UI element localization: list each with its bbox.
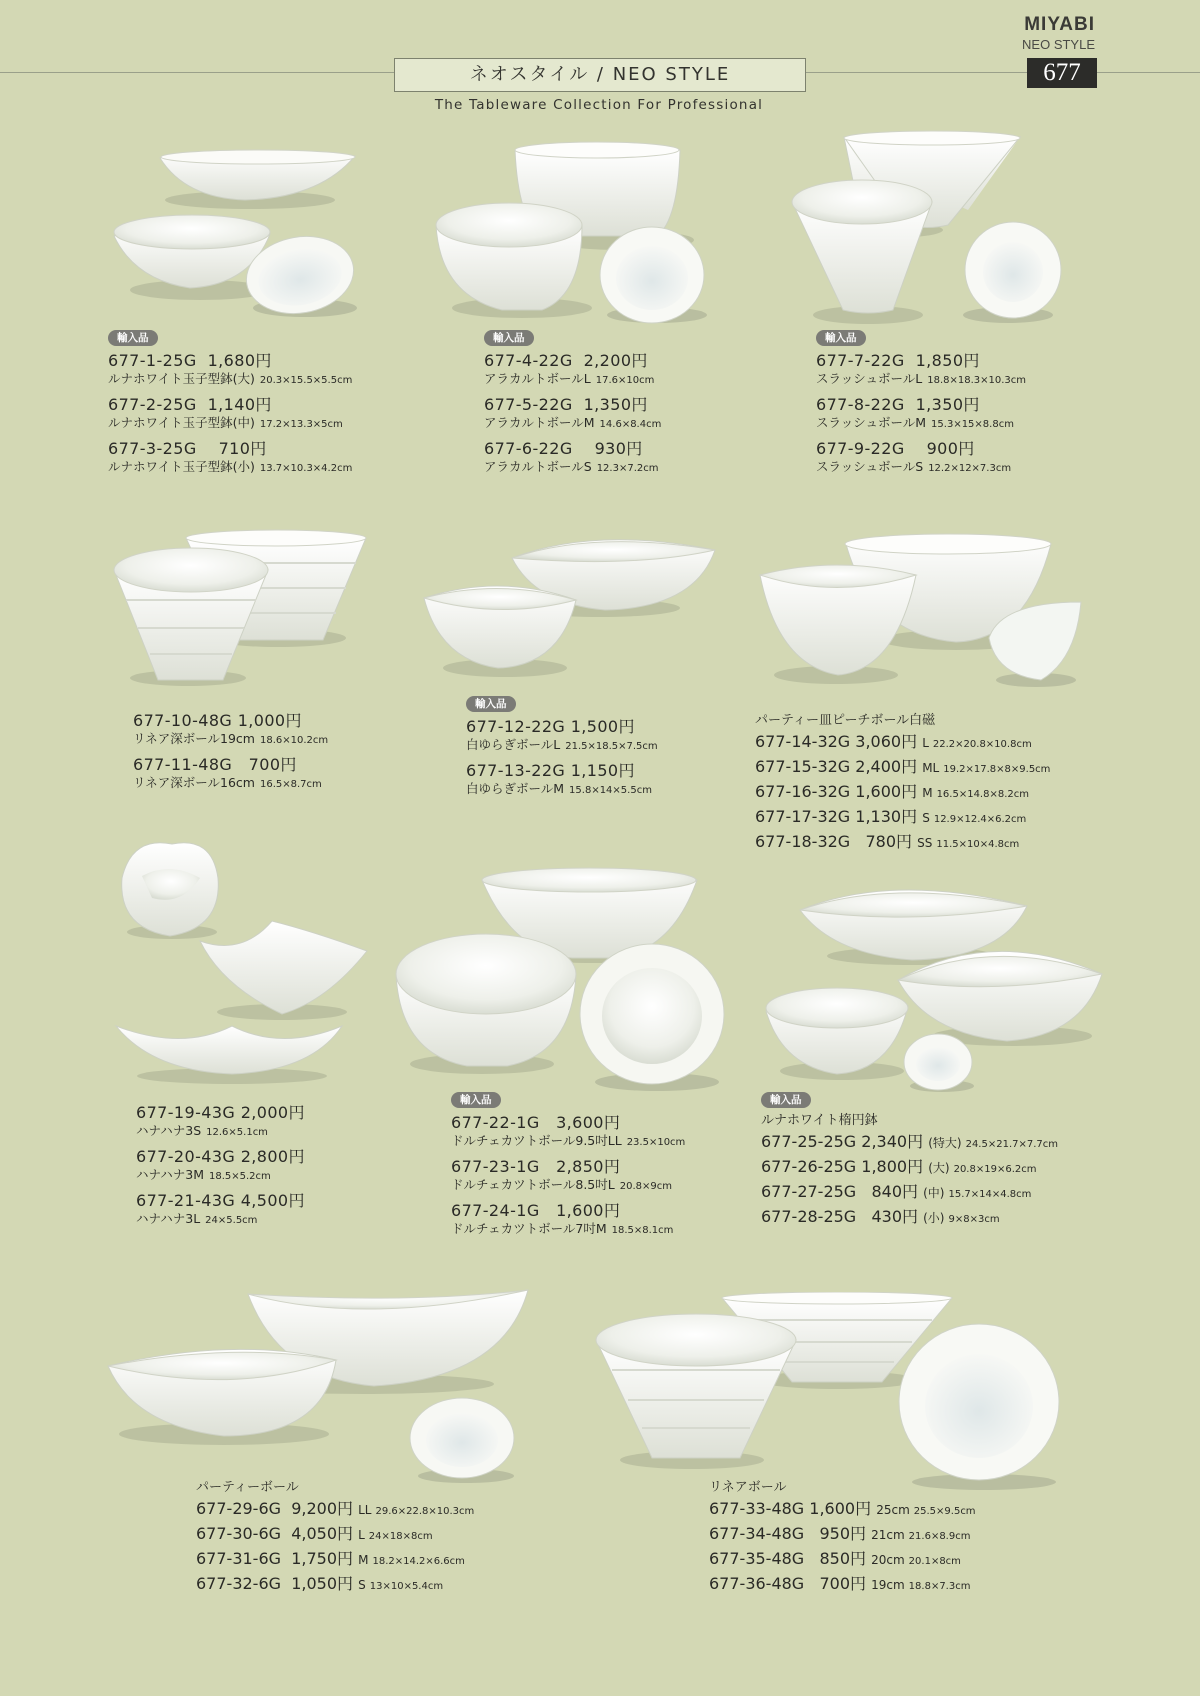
photo-party-bowls [104,1286,534,1486]
photo-oval-bowls [762,876,1112,1096]
size-label: L [358,1528,365,1542]
size-label: (中) [923,1186,945,1200]
product-code: 677-7-22G 1,850円 [816,351,980,370]
import-badge: 輸入品 [816,330,866,346]
list-item [133,754,328,793]
block-egg-bowls [108,326,352,482]
variant-row [755,781,1050,806]
brand-series: NEO STYLE [1022,37,1095,52]
product-dims: 29.6×22.8×10.3cm [375,1506,475,1517]
product-code: 677-28-25G 430円 [761,1207,919,1226]
photo-egg-bowls [100,140,370,325]
list-item [136,1190,305,1229]
variant-row [709,1548,976,1573]
list-item [466,760,658,799]
product-dims: 16.5×14.8×8.2cm [936,789,1029,800]
size-label: 20cm [871,1553,905,1567]
brand-name: MIYABI [1024,14,1095,35]
product-dims: 23.5×10cm [626,1137,686,1148]
product-dims: 22.2×20.8×10.8cm [932,739,1032,750]
list-item [108,350,352,389]
product-code: 677-32-6G 1,050円 [196,1574,354,1593]
product-code: 677-13-22G 1,150円 [466,761,635,780]
product-dims: 17.2×13.3×5cm [259,419,343,430]
group-name: パーティーボール [196,1480,299,1495]
size-label: S [922,811,930,825]
product-code: 677-30-6G 4,050円 [196,1524,354,1543]
list-item [451,1200,685,1239]
product-name: リネア深ボール19cm [133,731,255,746]
product-code: 677-18-32G 780円 [755,832,913,851]
product-code: 677-19-43G 2,000円 [136,1103,305,1122]
product-code: 677-35-48G 850円 [709,1549,867,1568]
variant-row [755,731,1050,756]
product-dims: 19.2×17.8×8×9.5cm [943,764,1051,775]
variant-row [761,1206,1058,1231]
list-item [816,350,1026,389]
product-dims: 24×5.5cm [205,1215,258,1226]
product-dims: 18.5×8.1cm [611,1225,674,1236]
size-label: (大) [928,1161,950,1175]
product-name: リネア深ボール16cm [133,775,255,790]
product-code: 677-34-48G 950円 [709,1524,867,1543]
product-code: 677-11-48G 700円 [133,755,297,774]
product-dims: 14.6×8.4cm [599,419,662,430]
product-code: 677-10-48G 1,000円 [133,711,302,730]
size-label: 19cm [871,1578,905,1592]
block-hanahana-bowls [136,1102,305,1234]
product-code: 677-16-32G 1,600円 [755,782,918,801]
product-code: 677-14-32G 3,060円 [755,732,918,751]
list-item [451,1112,685,1151]
product-dims: 12.9×12.4×6.2cm [933,814,1027,825]
block-party-bowls [196,1479,474,1598]
size-label: S [358,1578,366,1592]
product-dims: 12.2×12×7.3cm [928,463,1012,474]
variant-row [761,1181,1058,1206]
product-code: 677-25-25G 2,340円 [761,1132,924,1151]
group-name: ルナホワイト楕円鉢 [761,1113,878,1128]
photo-linea-bowls [592,1292,1082,1492]
variant-row [196,1548,474,1573]
product-dims: 12.3×7.2cm [596,463,659,474]
product-dims: 15.7×14×4.8cm [948,1189,1032,1200]
list-item [108,394,352,433]
product-name: アラカルトボールL [484,371,591,386]
product-name: ドルチェカツトボール7吋M [451,1221,607,1236]
photo-peach-bowls [756,530,1086,690]
list-item [484,394,661,433]
variant-row [709,1523,976,1548]
variant-row [196,1523,474,1548]
photo-dolce-cut-bowls [392,864,732,1094]
product-dims: 17.6×10cm [595,375,655,386]
product-code: 677-36-48G 700円 [709,1574,867,1593]
size-label: (小) [923,1211,945,1225]
import-badge: 輸入品 [108,330,158,346]
photo-slash-bowls [788,130,1078,330]
variant-row [709,1573,976,1598]
product-code: 677-2-25G 1,140円 [108,395,272,414]
header-rule-right [1097,72,1200,73]
variant-row [755,756,1050,781]
import-badge: 輸入品 [761,1092,811,1108]
product-code: 677-15-32G 2,400円 [755,757,918,776]
block-oval-bowls [761,1088,1058,1231]
block-alacarte-bowls [484,326,661,482]
product-dims: 20.1×8cm [908,1556,961,1567]
variant-row [755,806,1050,831]
header-rule-left [0,72,394,73]
page-number: 677 [1027,58,1097,88]
page-title: ネオスタイル / NEO STYLE [394,58,806,92]
product-code: 677-9-22G 900円 [816,439,975,458]
product-name: ルナホワイト玉子型鉢(中) [108,415,255,430]
list-item [136,1102,305,1141]
size-label: LL [358,1503,372,1517]
block-linea-deep-bowls [133,710,328,798]
size-label: M [358,1553,369,1567]
product-code: 677-20-43G 2,800円 [136,1147,305,1166]
product-dims: 15.8×14×5.5cm [569,785,652,796]
block-dolce-cut-bowls [451,1088,685,1244]
product-code: 677-33-48G 1,600円 [709,1499,872,1518]
group-name: リネアボール [709,1480,787,1495]
size-label: SS [917,836,933,850]
product-name: ドルチェカツトボール9.5吋LL [451,1133,622,1148]
photo-linea-deep-bowls [108,528,378,688]
product-code: 677-17-32G 1,130円 [755,807,918,826]
product-dims: 25.5×9.5cm [913,1506,976,1517]
list-item [484,350,661,389]
photo-alacarte-bowls [432,140,722,330]
page-subtitle: The Tableware Collection For Professional [434,97,764,113]
product-dims: 18.8×18.3×10.3cm [927,375,1027,386]
product-name: スラッシュボールL [816,371,923,386]
product-name: ハナハナ3M [136,1167,204,1182]
product-code: 677-6-22G 930円 [484,439,643,458]
variant-row [755,831,1050,856]
list-item [816,394,1026,433]
product-code: 677-3-25G 710円 [108,439,267,458]
import-badge: 輸入品 [451,1092,501,1108]
import-badge: 輸入品 [466,696,516,712]
product-dims: 13.7×10.3×4.2cm [259,463,353,474]
product-name: 白ゆらぎボールL [466,737,561,752]
product-name: スラッシュボールS [816,459,924,474]
size-label: ML [922,761,940,775]
photo-yuragi-bowls [420,528,720,688]
size-label: M [922,786,933,800]
product-name: スラッシュボールM [816,415,927,430]
product-name: ルナホワイト玉子型鉢(大) [108,371,255,386]
product-dims: 18.5×5.2cm [209,1171,271,1182]
list-item [484,438,661,477]
list-item [816,438,1026,477]
product-code: 677-22-1G 3,600円 [451,1113,621,1132]
product-code: 677-29-6G 9,200円 [196,1499,354,1518]
variant-row [709,1498,976,1523]
list-item [136,1146,305,1185]
product-code: 677-5-22G 1,350円 [484,395,648,414]
product-dims: 20.3×15.5×5.5cm [259,375,353,386]
product-code: 677-12-22G 1,500円 [466,717,635,736]
product-dims: 20.8×19×6.2cm [953,1164,1037,1175]
product-dims: 21.6×8.9cm [908,1531,971,1542]
list-item [108,438,352,477]
product-dims: 13×10×5.4cm [369,1581,444,1592]
variant-row [196,1573,474,1598]
product-dims: 21.5×18.5×7.5cm [565,741,658,752]
product-code: 677-24-1G 1,600円 [451,1201,621,1220]
product-dims: 18.8×7.3cm [908,1581,971,1592]
product-dims: 11.5×10×4.8cm [936,839,1020,850]
variant-row [761,1131,1058,1156]
variant-row [196,1498,474,1523]
size-label: (特大) [928,1136,962,1150]
product-dims: 20.8×9cm [619,1181,672,1192]
size-label: 25cm [876,1503,910,1517]
product-dims: 16.5×8.7cm [259,779,322,790]
product-code: 677-27-25G 840円 [761,1182,919,1201]
product-dims: 12.6×5.1cm [206,1127,268,1138]
import-badge: 輸入品 [484,330,534,346]
block-slash-bowls [816,326,1026,482]
group-name: パーティー皿ピーチボール白磁 [755,713,936,728]
product-name: アラカルトボールS [484,459,592,474]
variant-row [761,1156,1058,1181]
size-label: 21cm [871,1528,905,1542]
brand-block [1022,14,1095,52]
product-dims: 18.2×14.2×6.6cm [372,1556,465,1567]
block-peach-bowls [755,712,1050,856]
product-dims: 9×8×3cm [948,1214,1000,1225]
product-name: アラカルトボールM [484,415,595,430]
product-name: ハナハナ3S [136,1123,202,1138]
product-code: 677-31-6G 1,750円 [196,1549,354,1568]
product-name: ルナホワイト玉子型鉢(小) [108,459,255,474]
product-code: 677-1-25G 1,680円 [108,351,272,370]
product-dims: 15.3×15×8.8cm [931,419,1014,430]
list-item [133,710,328,749]
photo-hanahana-bowls [112,836,372,1086]
block-linea-bowls [709,1479,976,1598]
product-name: ドルチェカツトボール8.5吋L [451,1177,615,1192]
block-yuragi-bowls [466,692,658,804]
list-item [466,716,658,755]
list-item [451,1156,685,1195]
size-label: L [922,736,929,750]
header-rule-mid [806,72,1027,73]
product-dims: 18.6×10.2cm [259,735,329,746]
product-dims: 24×18×8cm [368,1531,433,1542]
product-code: 677-21-43G 4,500円 [136,1191,305,1210]
product-dims: 24.5×21.7×7.7cm [965,1139,1059,1150]
product-code: 677-8-22G 1,350円 [816,395,980,414]
product-name: 白ゆらぎボールM [466,781,565,796]
product-code: 677-23-1G 2,850円 [451,1157,621,1176]
product-code: 677-4-22G 2,200円 [484,351,648,370]
product-name: ハナハナ3L [136,1211,201,1226]
product-code: 677-26-25G 1,800円 [761,1157,924,1176]
